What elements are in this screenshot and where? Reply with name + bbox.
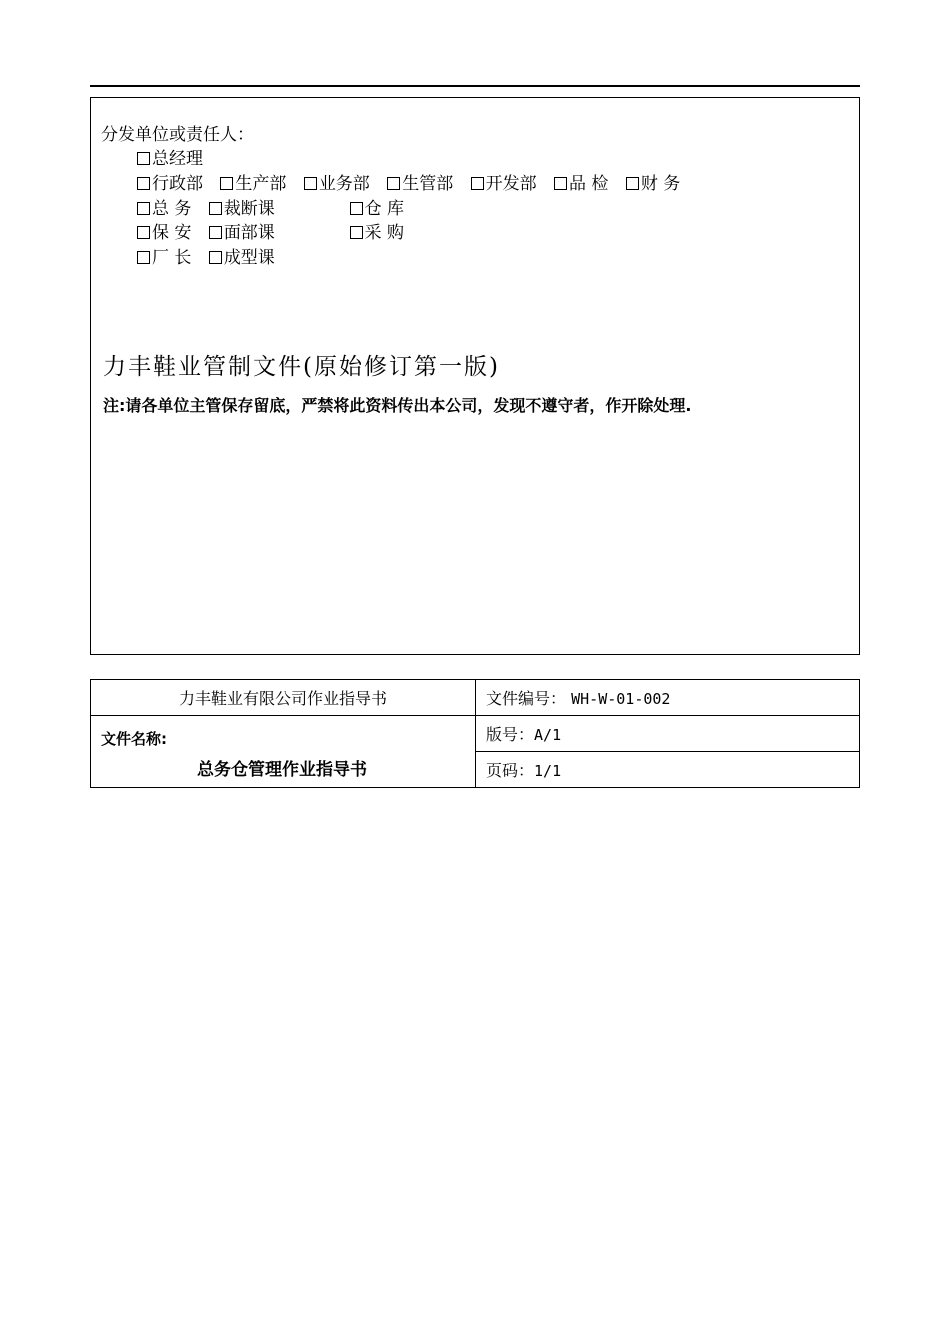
checkbox-row-4 [137, 218, 416, 243]
header-rule [90, 85, 860, 87]
checkbox-production-control-dept[interactable]: 生管部 [387, 169, 453, 194]
checkbox-icon [137, 226, 150, 239]
page-cell [476, 752, 860, 788]
checkbox-row-3 [137, 194, 416, 219]
checkbox-molding-section[interactable]: 成型课 [209, 243, 275, 268]
checkbox-security[interactable]: 保 安 [137, 218, 191, 243]
version-cell [476, 716, 860, 752]
checkbox-icon [387, 177, 400, 190]
doc-name-value: 总务仓管理作业指导书 [197, 760, 367, 780]
checkbox-row-2 [137, 169, 692, 194]
confidentiality-note: 注:请各单位主管保存留底，严禁将此资料传出本公司，发现不遵守者，作开除处理. [103, 396, 692, 415]
checkbox-icon [137, 251, 150, 264]
checkbox-upper-section[interactable]: 面部课 [209, 218, 275, 243]
checkbox-icon [209, 202, 222, 215]
checkbox-quality-inspection[interactable]: 品 检 [554, 169, 608, 194]
checkbox-row-1 [137, 144, 215, 169]
checkbox-icon [220, 177, 233, 190]
version-value: A/1 [534, 726, 562, 744]
checkbox-icon [554, 177, 567, 190]
checkbox-icon [304, 177, 317, 190]
checkbox-icon [137, 177, 150, 190]
document-info-table [90, 679, 860, 788]
checkbox-row-5 [137, 243, 287, 268]
doc-number-cell [476, 680, 860, 716]
checkbox-general-affairs[interactable]: 总 务 [137, 194, 191, 219]
checkbox-production-dept[interactable]: 生产部 [220, 169, 286, 194]
doc-number-value: WH-W-01-002 [571, 690, 671, 708]
checkbox-finance[interactable]: 财 务 [626, 169, 680, 194]
checkbox-icon [471, 177, 484, 190]
checkbox-icon [209, 226, 222, 239]
page-value: 1/1 [534, 762, 562, 780]
checkbox-icon [350, 202, 363, 215]
doc-name-label: 文件名称: [101, 730, 167, 748]
checkbox-cutting-section[interactable]: 裁断课 [209, 194, 275, 219]
table-row [91, 716, 860, 752]
table-row [91, 680, 860, 716]
checkbox-development-dept[interactable]: 开发部 [471, 169, 537, 194]
checkbox-warehouse[interactable]: 仓 库 [350, 194, 404, 219]
doc-name-cell [91, 716, 476, 788]
checkbox-icon [350, 226, 363, 239]
checkbox-purchasing[interactable]: 采 购 [350, 218, 404, 243]
checkbox-icon [626, 177, 639, 190]
checkbox-factory-director[interactable]: 厂 长 [137, 243, 191, 268]
distribution-box [90, 97, 860, 655]
checkbox-admin-dept[interactable]: 行政部 [137, 169, 203, 194]
company-title-cell: 力丰鞋业有限公司作业指导书 [91, 680, 476, 716]
checkbox-general-manager[interactable]: 总经理 [137, 144, 203, 169]
version-label: 版号： [486, 725, 535, 744]
checkbox-icon [209, 251, 222, 264]
page-label: 页码： [486, 761, 535, 780]
doc-number-label: 文件编号： [486, 689, 567, 708]
checkbox-icon [137, 152, 150, 165]
checkbox-icon [137, 202, 150, 215]
checkbox-business-dept[interactable]: 业务部 [304, 169, 370, 194]
document-control-title: 力丰鞋业管制文件(原始修订第一版) [103, 354, 500, 380]
distribution-label: 分发单位或责任人： [101, 125, 254, 145]
